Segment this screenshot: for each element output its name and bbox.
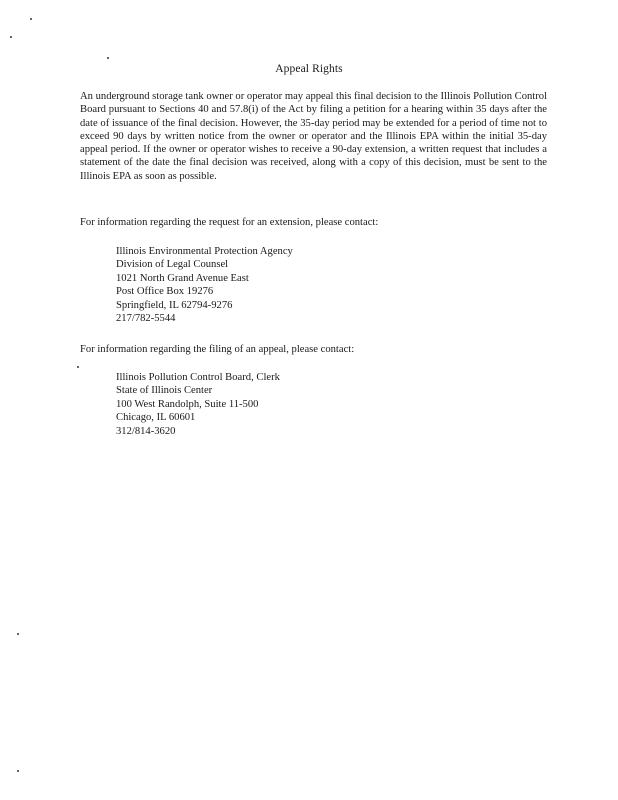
address-line: Division of Legal Counsel	[116, 259, 229, 271]
address-line: Post Office Box 19276	[116, 286, 214, 298]
address-line: 1021 North Grand Avenue East	[116, 272, 249, 284]
scan-speck	[17, 633, 19, 635]
page-title: Appeal Rights	[275, 63, 343, 75]
address-line: 312/814-3620	[116, 425, 176, 437]
scan-speck	[30, 18, 32, 20]
address-line: 100 West Randolph, Suite 11-500	[116, 398, 259, 410]
scan-speck	[10, 36, 12, 38]
scan-speck	[77, 366, 79, 368]
extension-contact-intro: For information regarding the request for an extension, please contact:	[80, 217, 379, 228]
extension-contact-address	[116, 245, 293, 325]
appeal-rights-paragraph: An underground storage tank owner or operator may appeal this final decision to the Illinois Pollution Control Board pursuant to Sections 40 and 57.8(i) of the Act by filing a petition for a hearing within 35 days after the date of issuance of the final decision. However, the 35-day period may be extended for a period of time not to exceed 90 days by written notice from the owner or operator and the Illinois EPA within the initial 35-day appeal period. If the owner or operator wishes to receive a 90-day extension, a written request that includes a statement of the date the final decision was received, along with a copy of this decision, must be sent to the Illinois EPA as soon as possible.	[80, 91, 548, 182]
address-line: Illinois Pollution Control Board, Clerk	[116, 372, 280, 383]
address-line: Illinois Environmental Protection Agency	[116, 246, 293, 257]
appeal-contact-address	[116, 371, 280, 438]
address-line: Chicago, IL 60601	[116, 412, 196, 424]
appeal-contact-intro: For information regarding the filing of an appeal, please contact:	[80, 344, 355, 355]
address-line: 217/782-5544	[116, 313, 176, 325]
scan-speck	[17, 770, 19, 772]
scan-speck	[107, 57, 109, 59]
address-line: Springfield, IL 62794-9276	[116, 299, 233, 311]
address-line: State of Illinois Center	[116, 385, 213, 397]
